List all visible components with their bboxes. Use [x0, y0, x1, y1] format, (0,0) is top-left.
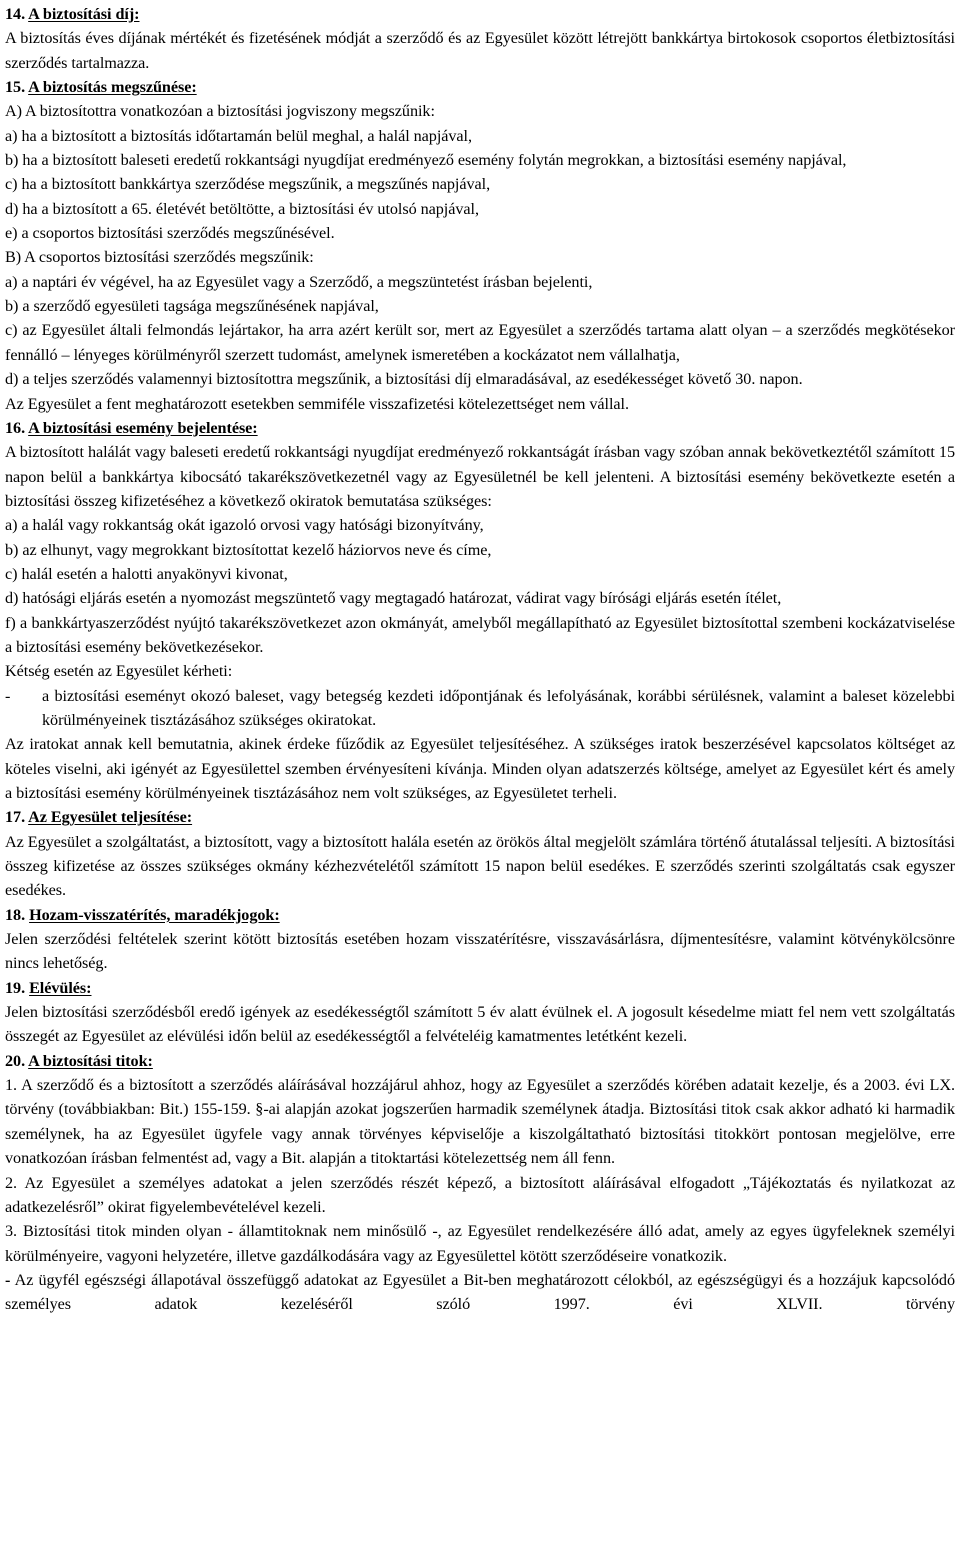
- section-15-closing: Az Egyesület a fent meghatározott esetekben semmiféle visszafizetési kötelezettséget nem vállal.: [5, 394, 629, 413]
- section-18-heading: [5, 903, 955, 927]
- section-18-title: Hozam-visszatérítés, maradékjogok:: [29, 905, 280, 924]
- section-15-a-intro: A) A biztosítottra vonatkozóan a biztosítási jogviszony megszűnik:: [5, 102, 435, 121]
- section-15-b-item: b) a szerződő egyesületi tagsága megszűnésének napjával,: [5, 297, 379, 316]
- section-19-text: Jelen biztosítási szerződésből eredő igények az esedékességtől számított 5 év alatt évülnek el. A jogosult késedelme miatt fel nem vett szolgáltatás összegét az Egyesület az elévülési időn belül az esedékességtől a felvételéig kamatmentes letétként kezeli.: [5, 1003, 955, 1046]
- section-16-paragraph-1: A biztosított halálát vagy baleseti eredetű rokkantsági nyugdíjat eredményező rokkantságát írásban vagy szóban annak bekövetkeztétől számított 15 napon belül a bankkártya kibocsátó takarékszövetkezetnél vagy az Egyesületnél be kell jelenteni. A biztosítási esemény bekövetkezte esetén a biztosítási összeg kifizetéséhez a következő okiratok bemutatása szükséges:: [5, 443, 955, 510]
- section-15-b-item: d) a teljes szerződés valamennyi biztosítottra megszűnik, a biztosítási díj elmaradásával, az esedékességet követő 30. napon.: [5, 370, 803, 389]
- section-16-title: A biztosítási esemény bejelentése:: [28, 418, 258, 437]
- section-20-title: A biztosítási titok:: [28, 1051, 153, 1070]
- section-20-paragraph-4: [5, 1268, 955, 1317]
- section-15-b-item: c) az Egyesület általi felmondás lejártakor, ha arra azért került sor, mert az Egyesület a szerződés tartama alatt olyan – a szerződés megkötésekor fennálló – lényeges körülményről szerzett tudomást, amelynek ismeretében a kockázatot nem vállalhatja,: [5, 321, 955, 364]
- section-15-heading: [5, 75, 955, 99]
- section-16-doubt-text: a biztosítási eseményt okozó baleset, vagy betegség kezdeti időpontjának és lefolyásának, korábbi sérülésnek, valamint a baleset közelebbi körülményeinek tisztázásához szükséges okiratokat.: [42, 686, 955, 729]
- section-15-number: 15.: [5, 78, 26, 97]
- section-15-b-item: a) a naptári év végével, ha az Egyesület vagy a Szerződő, a megszüntetést írásban bejelenti,: [5, 272, 593, 291]
- section-17-title: Az Egyesület teljesítése:: [28, 808, 193, 827]
- list-dash: -: [5, 686, 11, 705]
- section-19-number: 19.: [5, 978, 26, 997]
- section-16-doubt-intro: Kétség esetén az Egyesület kérheti:: [5, 662, 233, 681]
- section-19-title: Elévülés:: [29, 978, 92, 997]
- section-19-heading: [5, 976, 955, 1000]
- section-14-text: A biztosítás éves díjának mértékét és fizetésének módját a szerződő és az Egyesület között létrejött bankkártya birtokosok csoportos életbiztosítási szerződés tartalmazza.: [5, 29, 955, 72]
- section-18-text: Jelen szerződési feltételek szerint kötött biztosítás esetében hozam visszatérítésre, visszavásárlásra, díjmentesítésre, valamint kötvénykölcsönre nincs lehetőség.: [5, 930, 955, 973]
- section-16-doubt-item: [5, 684, 955, 733]
- section-20-paragraph-3: 3. Biztosítási titok minden olyan - államtitoknak nem minősülő -, az Egyesület rendelkezésére álló adat, amely az egyes ügyfeleknek személyi körülményeire, vagyoni helyzetére, illetve gazdálkodására vagy az Egyesülettel kötött szerződéseire vonatkozik.: [5, 1222, 955, 1265]
- section-15-title: A biztosítás megszűnése:: [28, 78, 197, 97]
- bold-dash: -: [5, 1270, 11, 1289]
- section-16-item: d) hatósági eljárás esetén a nyomozást megszüntető vagy megtagadó határozat, vádirat vagy bírósági eljárás esetén ítélet,: [5, 589, 782, 608]
- section-15-a-item: e) a csoportos biztosítási szerződés megszűnésével.: [5, 224, 335, 243]
- section-15-a-item: c) ha a biztosított bankkártya szerződése megszűnik, a megszűnés napjával,: [5, 175, 491, 194]
- section-16-item: a) a halál vagy rokkantság okát igazoló orvosi vagy hatósági bizonyítvány,: [5, 516, 484, 535]
- section-16-paragraph-2: Az iratokat annak kell bemutatnia, akinek érdeke fűződik az Egyesület teljesítéséhez. A szükséges iratok beszerzésével kapcsolatos költséget az köteles viselni, aki igényét az Egyesülettel szemben érvényesíteni kívánja. Minden olyan adatszerzés költsége, amelyet az Egyesület kért és amely a biztosítási esemény körülményeinek tisztázásához nem volt szükséges, az Egyesületet terheli.: [5, 735, 955, 802]
- section-16-item: b) az elhunyt, vagy megrokkant biztosítottat kezelő háziorvos neve és címe,: [5, 540, 492, 559]
- section-20-paragraph-4-text: Az ügyfél egészségi állapotával összefüggő adatokat az Egyesület a Bit-ben meghatározott célokból, az egészségügyi és a hozzájuk kapcsolódó személyes adatok kezeléséről szóló 1997. évi XLVII. törvény: [5, 1270, 955, 1314]
- section-14-heading: [5, 2, 955, 26]
- section-16-item: f) a bankkártyaszerződést nyújtó takarékszövetkezet azon okmányát, amelyből megállapítható az Egyesület biztosítottal szembeni kockázatviselése a biztosítási esemény bekövetkezésekor.: [5, 613, 955, 656]
- section-17-heading: [5, 805, 955, 829]
- section-15-a-item: b) ha a biztosított baleseti eredetű rokkantsági nyugdíjat eredményező esemény folytán megrokkan, a biztosítási esemény napjával,: [5, 151, 847, 170]
- section-16-heading: [5, 416, 955, 440]
- section-16-number: 16.: [5, 418, 26, 437]
- section-20-number: 20.: [5, 1051, 26, 1070]
- section-16-item: c) halál esetén a halotti anyakönyvi kivonat,: [5, 564, 288, 583]
- section-14-number: 14.: [5, 5, 26, 23]
- section-17-number: 17.: [5, 808, 26, 827]
- section-15-a-item: d) ha a biztosított a 65. életévét betöltötte, a biztosítási év utolsó napjával,: [5, 199, 479, 218]
- section-18-number: 18.: [5, 905, 26, 924]
- section-17-text: Az Egyesület a szolgáltatást, a biztosított, vagy a biztosított halála esetén az örökös által megjelölt számlára történő átutalással teljesíti. A biztosítási összeg kifizetése az összes szükséges okmány kézhezvételétől számított 15 napon belül esedékes. E szerződés szerinti szolgáltatás csak egyszer esedékes.: [5, 832, 955, 900]
- section-20-heading: [5, 1049, 955, 1073]
- section-20-paragraph-2: 2. Az Egyesület a személyes adatokat a jelen szerződés részét képező, a biztosított aláírásával elfogadott „Tájékoztatás és nyilatkozat az adatkezelésről” okirat figyelembevételével kezeli.: [5, 1173, 955, 1216]
- section-14-title: A biztosítási díj:: [28, 5, 140, 23]
- section-20-paragraph-1: 1. A szerződő és a biztosított a szerződés aláírásával hozzájárul ahhoz, hogy az Egyesület a szerződés körében adatait kezelje, és a 2003. évi LX. törvény (továbbiakban: Bit.) 155-159. §-ai alapján azokat jogszerűen harmadik személynek átadja. Biztosítási titok csak akkor adható ki harmadik személynek, ha az Egyesület ügyfele vagy annak törvényes képviselője a kiszolgáltatható biztosítási titokkört pontosan megjelölve, erre vonatkozóan írásban felmentést ad, vagy a Bit. alapján a titoktartási kötelezettség nem áll fenn.: [5, 1076, 955, 1168]
- section-15-a-item: a) ha a biztosított a biztosítás időtartamán belül meghal, a halál napjával,: [5, 126, 472, 145]
- section-15-b-intro: B) A csoportos biztosítási szerződés megszűnik:: [5, 248, 314, 267]
